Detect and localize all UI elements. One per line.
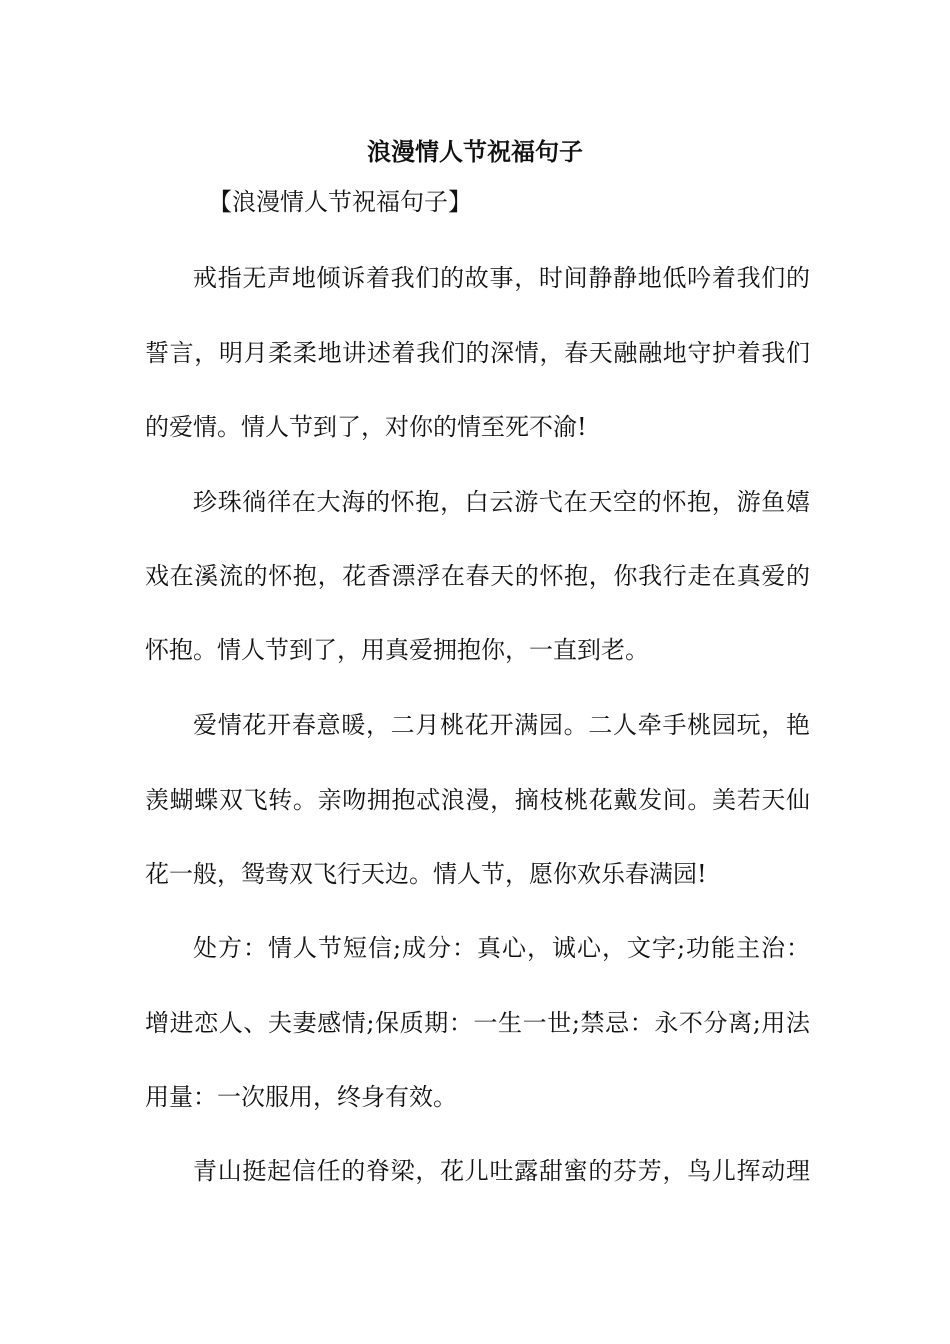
paragraph-3-line-3: 花一般，鸳鸯双飞行天边。情人节，愿你欢乐春满园! — [145, 860, 707, 888]
paragraph-4-line-3: 用量：一次服用，终身有效。 — [145, 1083, 457, 1111]
paragraph-3-line-2: 羡蝴蝶双飞转。亲吻拥抱忒浪漫，摘枝桃花戴发间。美若天仙 — [145, 786, 810, 814]
paragraph-1-line-1: 戒指无声地倾诉着我们的故事，时间静静地低吟着我们的 — [193, 264, 810, 292]
paragraph-5-line-1: 青山挺起信任的脊梁，花儿吐露甜蜜的芬芳，鸟儿挥动理 — [193, 1157, 810, 1185]
paragraph-2-line-2: 戏在溪流的怀抱，花香漂浮在春天的怀抱，你我行走在真爱的 — [145, 562, 810, 590]
paragraph-3-line-1: 爱情花开春意暖，二月桃花开满园。二人牵手桃园玩，艳 — [193, 711, 810, 739]
document-title: 浪漫情人节祝福句子 — [367, 137, 583, 166]
paragraph-2-line-3: 怀抱。情人节到了，用真爱拥抱你，一直到老。 — [145, 636, 649, 664]
paragraph-4-line-1: 处方：情人节短信;成分：真心，诚心，文字;功能主治： — [193, 934, 810, 962]
paragraph-1-line-3: 的爱情。情人节到了，对你的情至死不渝! — [145, 413, 587, 441]
paragraph-4-line-2: 增进恋人、夫妻感情;保质期：一生一世;禁忌：永不分离;用法 — [145, 1009, 810, 1037]
paragraph-2-line-1: 珍珠徜徉在大海的怀抱，白云游弋在天空的怀抱，游鱼嬉 — [193, 488, 810, 516]
document-subheading: 【浪漫情人节祝福句子】 — [208, 188, 472, 216]
paragraph-1-line-2: 誓言，明月柔柔地讲述着我们的深情，春天融融地守护着我们 — [145, 339, 810, 367]
